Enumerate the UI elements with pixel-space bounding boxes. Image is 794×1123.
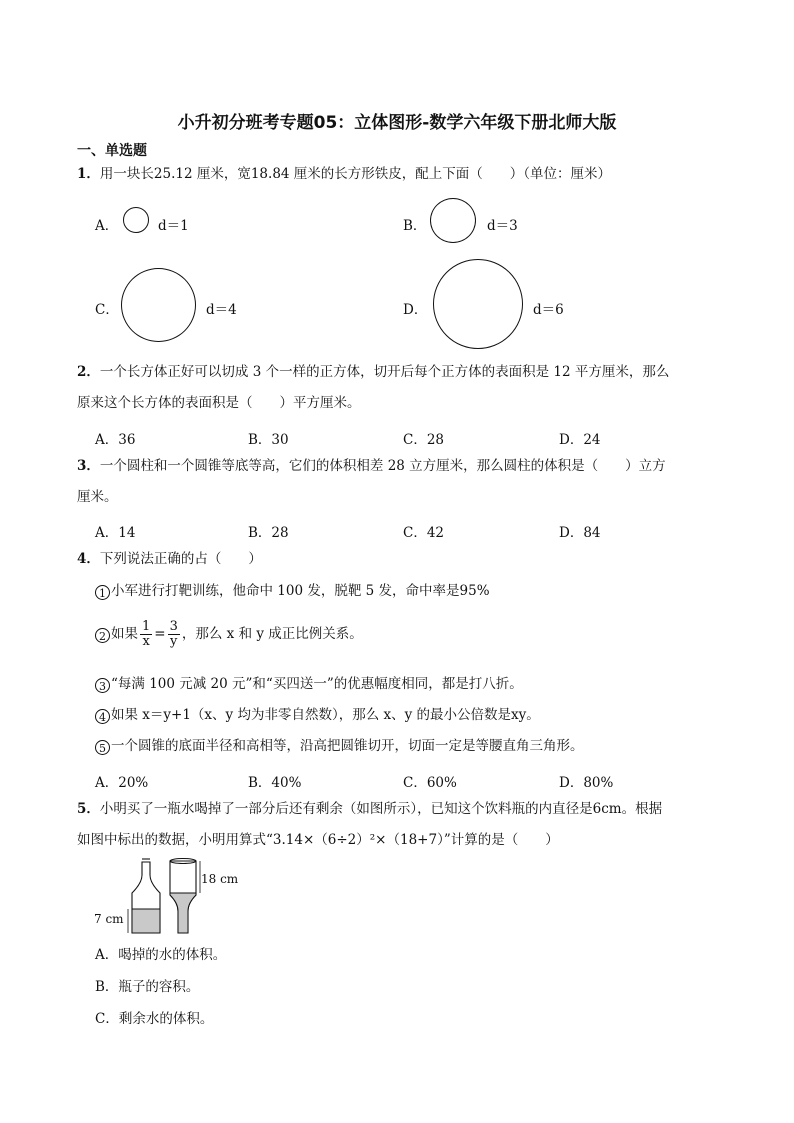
fraction: $\frac{1}{x}$ bbox=[142, 619, 151, 649]
question-text: 下列说法正确的占（ ） bbox=[99, 551, 262, 567]
option: A．喝掉的水的体积。 bbox=[95, 947, 227, 963]
circled-number: 2 bbox=[95, 628, 110, 643]
statement-4: 4 如果 x＝y+1（x、y 均为非零自然数），那么 x、y 的最小公倍数是xy。 bbox=[95, 707, 540, 724]
option-label: d＝4 bbox=[206, 302, 237, 318]
section-heading: 一、单选题 bbox=[77, 143, 147, 159]
option-label: d＝3 bbox=[487, 218, 518, 234]
option: B．瓶子的容积。 bbox=[95, 979, 200, 995]
question-1 bbox=[77, 166, 611, 182]
question-text: 一个长方体正好可以切成 3 个一样的正方体，切开后每个正方体的表面积是 12 平方厘米，那么 bbox=[99, 364, 670, 380]
question-number: 2． bbox=[77, 364, 100, 380]
circle-diagram bbox=[430, 198, 476, 243]
statement-5: 5 一个圆锥的底面半径和高相等，沿高把圆锥切开，切面一定是等腰直角三角形。 bbox=[95, 738, 584, 755]
question-text: 如图中标出的数据，小明用算式“3.14×（6÷2）²×（18+7）”计算的是（ ） bbox=[77, 832, 559, 848]
question-text: 一个圆柱和一个圆锥等底等高，它们的体积相差 28 立方厘米，那么圆柱的体积是（ ）立方 bbox=[99, 458, 666, 474]
option: C．42 bbox=[403, 525, 445, 541]
question-text: 小明买了一瓶水喝掉了一部分后还有剩余（如图所示），已知这个饮料瓶的内直径是6cm。根据 bbox=[99, 801, 663, 817]
fraction: $\frac{3}{y}$ bbox=[169, 619, 178, 649]
statement-3: 3 “每满 100 元减 20 元”和“买四送一”的优惠幅度相同，都是打八折。 bbox=[95, 676, 523, 693]
circled-number: 1 bbox=[95, 585, 110, 600]
question-number: 1． bbox=[77, 166, 100, 182]
option: A．20% bbox=[95, 775, 149, 791]
question-number: 3． bbox=[77, 458, 100, 474]
option-letter: C． bbox=[95, 302, 119, 318]
question-text: 用一块长25.12 厘米，宽18.84 厘米的长方形铁皮，配上下面（ ）（单位：厘米） bbox=[99, 166, 612, 182]
circled-number: 4 bbox=[95, 709, 110, 724]
circle-diagram bbox=[121, 268, 196, 342]
option: C．28 bbox=[403, 432, 445, 448]
question-5 bbox=[77, 801, 662, 817]
option: D．84 bbox=[559, 525, 601, 541]
question-3 bbox=[77, 458, 666, 474]
option: B．28 bbox=[248, 525, 289, 541]
statement-1: 1 小军进行打靶训练，他命中 100 发，脱靶 5 发，命中率是95% bbox=[95, 583, 490, 600]
question-2 bbox=[77, 364, 669, 380]
option: C．剩余水的体积。 bbox=[95, 1011, 214, 1027]
option-letter: B． bbox=[403, 218, 427, 234]
option-letter: A． bbox=[95, 218, 119, 234]
option: A．36 bbox=[95, 432, 136, 448]
dimension-label: 18 cm bbox=[201, 872, 239, 886]
question-number: 5． bbox=[77, 801, 100, 817]
option: B．40% bbox=[248, 775, 302, 791]
option: C．60% bbox=[403, 775, 457, 791]
circle-diagram bbox=[123, 207, 149, 233]
circled-number: 3 bbox=[95, 678, 110, 693]
option: B．30 bbox=[248, 432, 289, 448]
option: D．80% bbox=[559, 775, 614, 791]
page-title: 小升初分班考专题05：立体图形-数学六年级下册北师大版 bbox=[177, 113, 617, 133]
option: A．14 bbox=[95, 525, 136, 541]
option-label: d＝1 bbox=[158, 218, 189, 234]
option: D．24 bbox=[559, 432, 601, 448]
dimension-label: 7 cm bbox=[94, 912, 124, 926]
question-number: 4． bbox=[77, 551, 100, 567]
question-text: 厘米。 bbox=[77, 489, 118, 505]
option-letter: D． bbox=[403, 302, 428, 318]
circle-diagram bbox=[433, 259, 523, 349]
option-label: d＝6 bbox=[533, 302, 564, 318]
statement-2: 2 如果 $\frac{1}{x}$ = $\frac{3}{y}$ ，那么 x 和 y 成正比例关系。 bbox=[95, 620, 363, 649]
circled-number: 5 bbox=[95, 740, 110, 755]
question-4 bbox=[77, 551, 262, 567]
question-text: 原来这个长方体的表面积是（ ）平方厘米。 bbox=[77, 395, 361, 411]
